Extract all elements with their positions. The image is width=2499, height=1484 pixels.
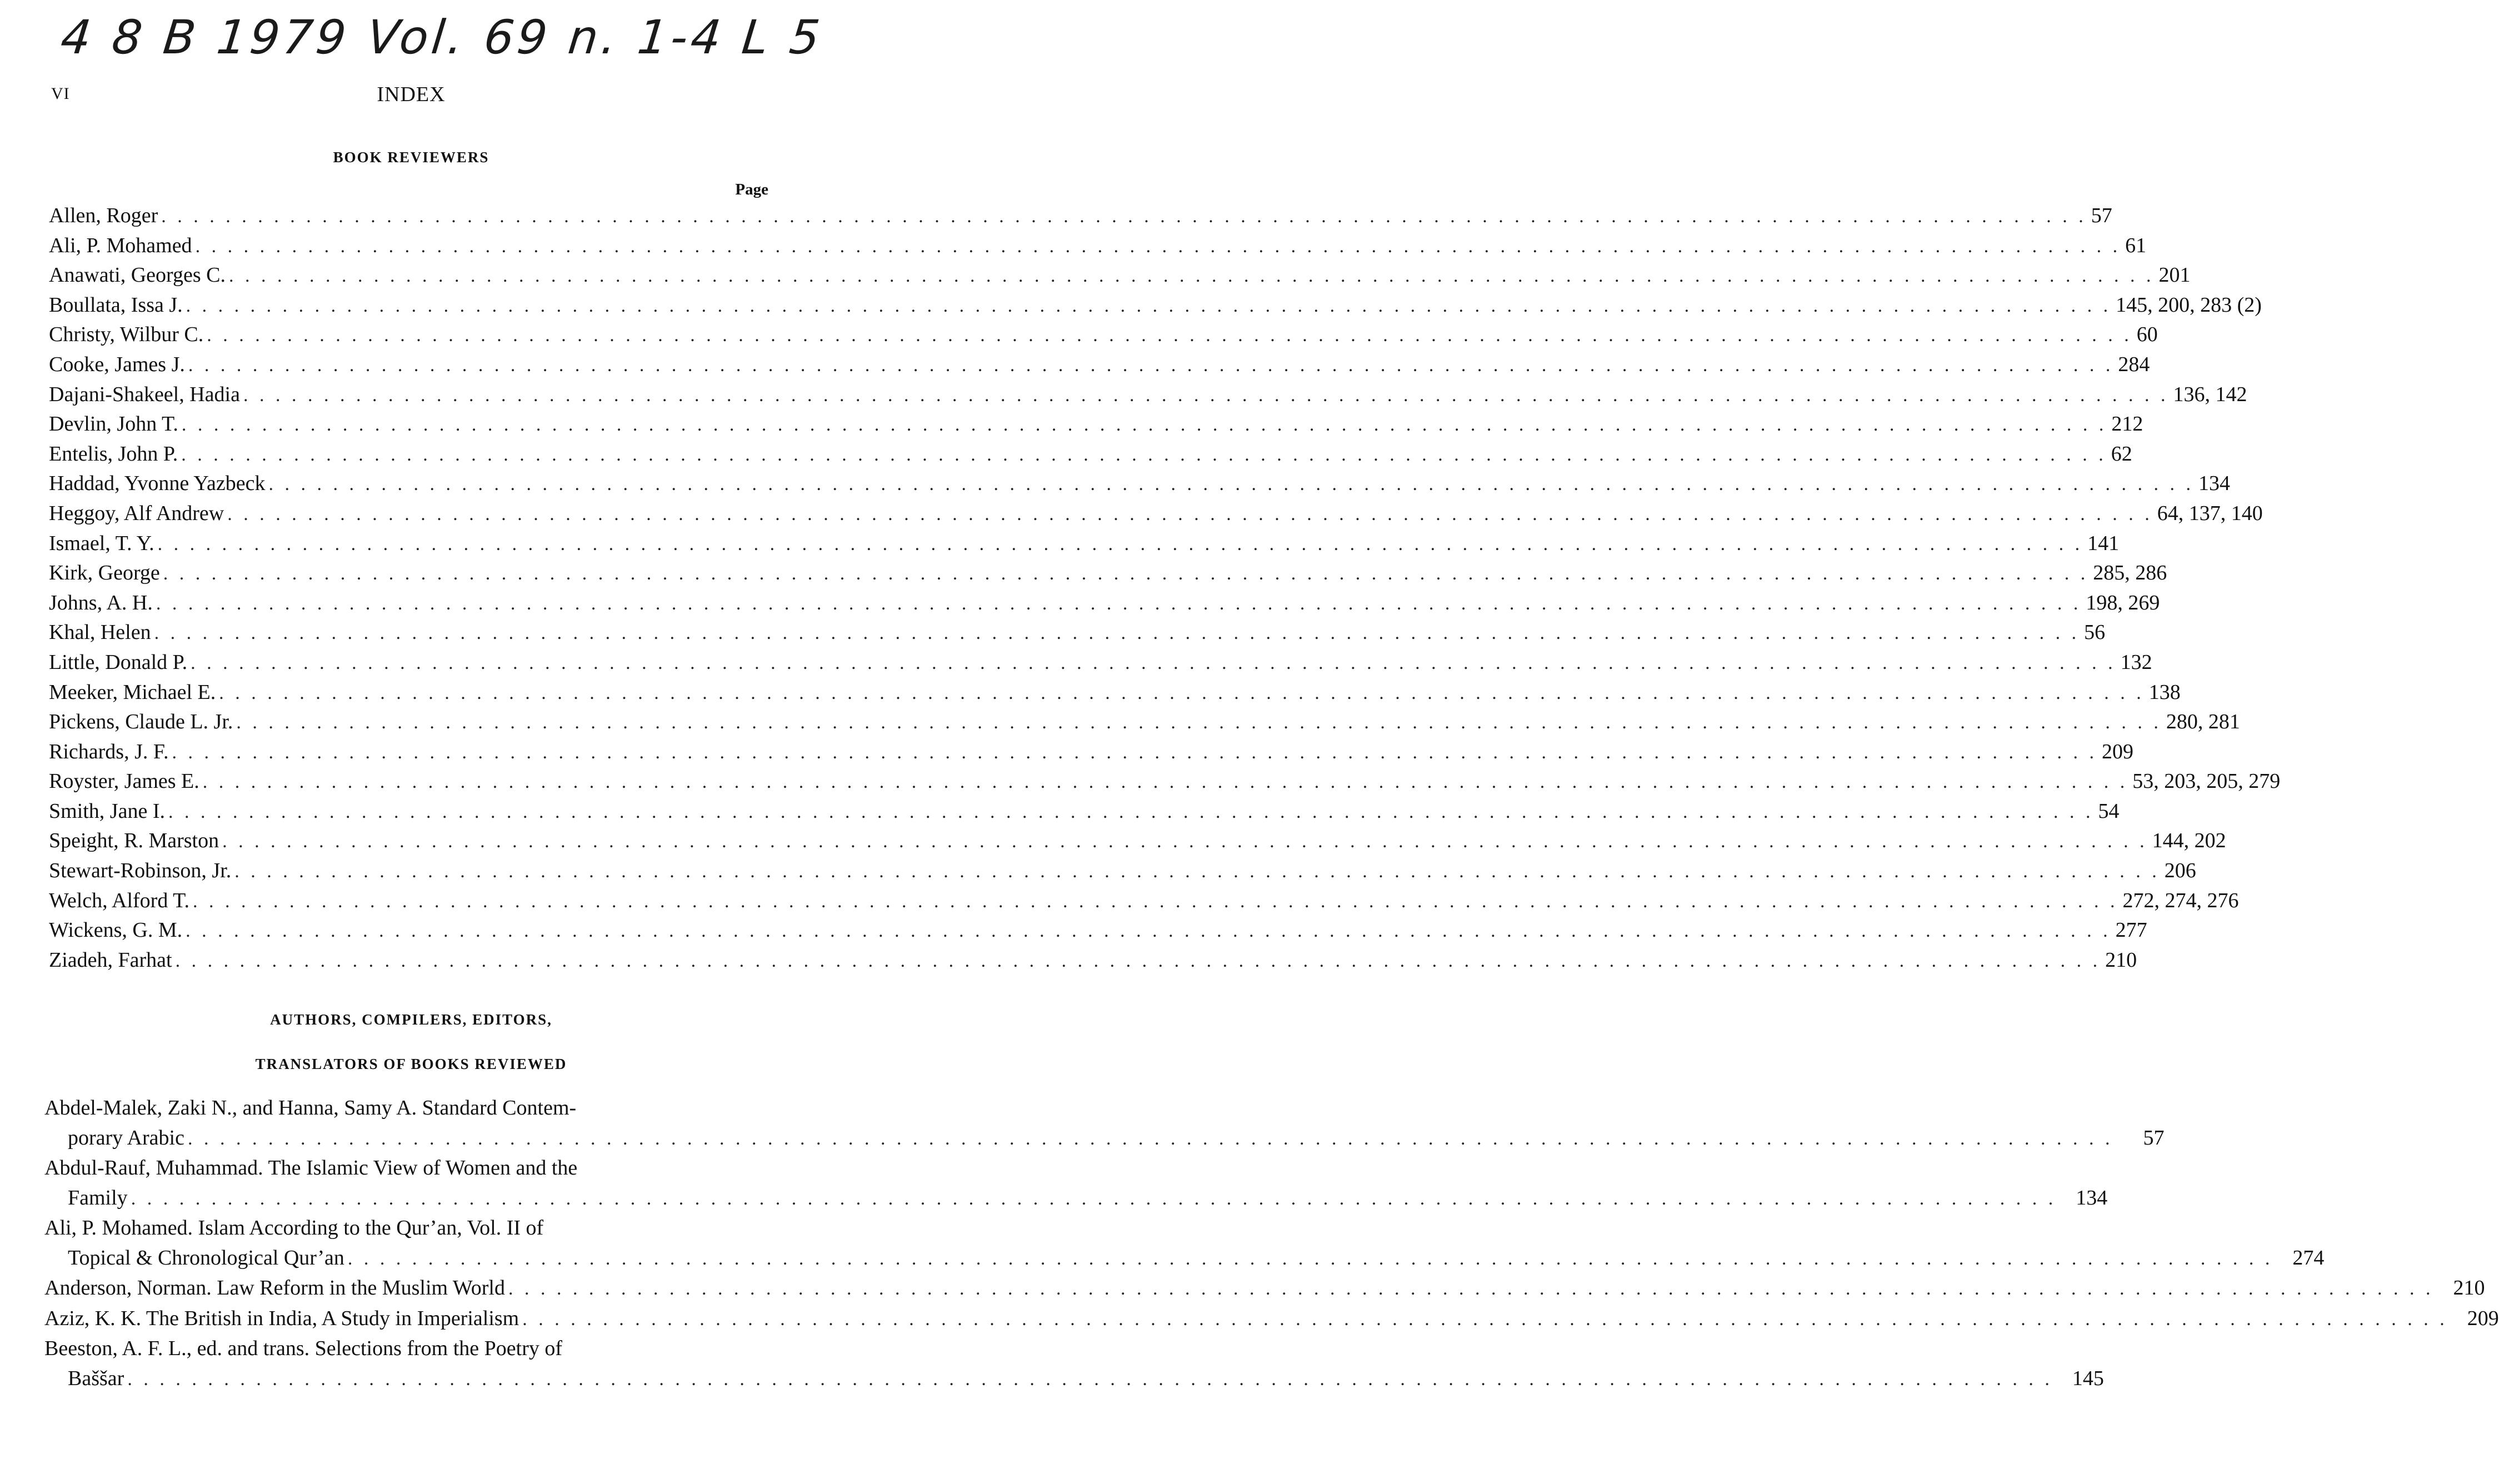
reviewer-pages: 284	[2118, 352, 2150, 376]
reviewer-pages: 53, 203, 205, 279	[2132, 770, 2281, 793]
reviewer-pages: 141	[2087, 531, 2120, 555]
reviewer-list	[49, 201, 2281, 975]
reviewer-row	[49, 291, 2262, 321]
book-entry-line1: Abdel-Malek, Zaki N., and Hanna, Samy A. Standard Contem-	[44, 1096, 577, 1120]
dot-leader: . . . . . . . . . . . . . . . . . . . . . . . . . . . . . . . . . . . . . . . . . . . . . . . . . . . . . . . . . . . . . . . . . . . . . . . . . . . . . . . . . . . . . . . . . . . . . . . . . . . . . . . . . . . . . . . . . . . . . . . .	[268, 474, 2194, 495]
reviewer-pages: 280, 281	[2166, 710, 2240, 734]
dot-leader: . . . . . . . . . . . . . . . . . . . . . . . . . . . . . . . . . . . . . . . . . . . . . . . . . . . . . . . . . . . . . . . . . . . . . . . . . . . . . . . . . . . . . . . . . . . . . . . . . . . . . . . . . . . . . . . . . . . . . . . .	[127, 1368, 2053, 1390]
reviewer-pages: 64, 137, 140	[2157, 501, 2263, 525]
reviewer-row	[49, 737, 2133, 767]
book-reviewers-heading: BOOK REVIEWERS	[333, 149, 489, 166]
reviewer-row	[49, 261, 2191, 291]
reviewer-name: Welch, Alford T.	[49, 888, 190, 912]
reviewer-name: Meeker, Michael E.	[49, 680, 216, 704]
reviewer-name: Richards, J. F.	[49, 739, 169, 763]
reviewer-row	[49, 856, 2196, 886]
reviewer-row	[49, 231, 2147, 261]
book-entry	[44, 1213, 2325, 1273]
reviewer-pages: 61	[2125, 233, 2147, 257]
reviewer-name: Khal, Helen	[49, 621, 151, 644]
reviewer-name: Haddad, Yvonne Yazbeck	[49, 472, 266, 496]
dot-leader: . . . . . . . . . . . . . . . . . . . . . . . . . . . . . . . . . . . . . . . . . . . . . . . . . . . . . . . . . . . . . . . . . . . . . . . . . . . . . . . . . . . . . . . . . . . . . . . . . . . . . . . . . . . . . . . . . . . . . . . .	[156, 593, 2082, 614]
reviewer-pages: 138	[2148, 680, 2181, 704]
dot-leader: . . . . . . . . . . . . . . . . . . . . . . . . . . . . . . . . . . . . . . . . . . . . . . . . . . . . . . . . . . . . . . . . . . . . . . . . . . . . . . . . . . . . . . . . . . . . . . . . . . . . . . . . . . . . . . . . . . . . . . . .	[202, 772, 2128, 793]
reviewer-row	[49, 886, 2239, 916]
reviewer-name: Entelis, John P.	[49, 442, 178, 466]
reviewer-pages: 201	[2158, 263, 2191, 287]
dot-leader: . . . . . . . . . . . . . . . . . . . . . . . . . . . . . . . . . . . . . . . . . . . . . . . . . . . . . . . . . . . . . . . . . . . . . . . . . . . . . . . . . . . . . . . . . . . . . . . . . . . . . . . . . . . . . . . . . . . . . . . .	[154, 623, 2080, 644]
reviewer-pages: 134	[2198, 472, 2230, 496]
dot-leader: . . . . . . . . . . . . . . . . . . . . . . . . . . . . . . . . . . . . . . . . . . . . . . . . . . . . . . . . . . . . . . . . . . . . . . . . . . . . . . . . . . . . . . . . . . . . . . . . . . . . . . . . . . . . . . . . . . . . . . . .	[172, 742, 2097, 763]
dot-leader: . . . . . . . . . . . . . . . . . . . . . . . . . . . . . . . . . . . . . . . . . . . . . . . . . . . . . . . . . . . . . . . . . . . . . . . . . . . . . . . . . . . . . . . . . . . . . . . . . . . . . . . . . . . . . . . . . . . . . . . .	[161, 206, 2087, 227]
book-entry	[44, 1093, 2165, 1153]
reviewer-name: Royster, James E.	[49, 770, 199, 793]
reviewer-name: Johns, A. H.	[49, 591, 153, 614]
reviewer-row	[49, 439, 2132, 469]
reviewer-name: Devlin, John T.	[49, 412, 178, 436]
dot-leader: . . . . . . . . . . . . . . . . . . . . . . . . . . . . . . . . . . . . . . . . . . . . . . . . . . . . . . . . . . . . . . . . . . . . . . . . . . . . . . . . . . . . . . . . . . . . . . . . . . . . . . . . . . . . . . . . . . . . . . . .	[234, 861, 2160, 882]
reviewer-pages: 57	[2091, 204, 2112, 227]
reviewer-row	[49, 201, 2112, 231]
dot-leader: . . . . . . . . . . . . . . . . . . . . . . . . . . . . . . . . . . . . . . . . . . . . . . . . . . . . . . . . . . . . . . . . . . . . . . . . . . . . . . . . . . . . . . . . . . . . . . . . . . . . . . . . . . . . . . . . . . . . . . . .	[193, 891, 2118, 912]
reviewer-name: Allen, Roger	[49, 204, 158, 227]
dot-leader: . . . . . . . . . . . . . . . . . . . . . . . . . . . . . . . . . . . . . . . . . . . . . . . . . . . . . . . . . . . . . . . . . . . . . . . . . . . . . . . . . . . . . . . . . . . . . . . . . . . . . . . . . . . . . . . . . . . . . . . .	[157, 533, 2083, 554]
dot-leader: . . . . . . . . . . . . . . . . . . . . . . . . . . . . . . . . . . . . . . . . . . . . . . . . . . . . . . . . . . . . . . . . . . . . . . . . . . . . . . . . . . . . . . . . . . . . . . . . . . . . . . . . . . . . . . . . . . . . . . . .	[207, 325, 2132, 346]
book-entry	[44, 1334, 2104, 1394]
dot-leader: . . . . . . . . . . . . . . . . . . . . . . . . . . . . . . . . . . . . . . . . . . . . . . . . . . . . . . . . . . . . . . . . . . . . . . . . . . . . . . . . . . . . . . . . . . . . . . . . . . . . . . . . . . . . . . . . . . . . . . . .	[191, 652, 2116, 673]
reviewer-pages: 206	[2164, 859, 2196, 883]
dot-leader: . . . . . . . . . . . . . . . . . . . . . . . . . . . . . . . . . . . . . . . . . . . . . . . . . . . . . . . . . . . . . . . . . . . . . . . . . . . . . . . . . . . . . . . . . . . . . . . . . . . . . . . . . . . . . . . . . . . . . . . .	[229, 266, 2155, 287]
dot-leader: . . . . . . . . . . . . . . . . . . . . . . . . . . . . . . . . . . . . . . . . . . . . . . . . . . . . . . . . . . . . . . . . . . . . . . . . . . . . . . . . . . . . . . . . . . . . . . . . . . . . . . . . . . . . . . . . . . . . . . . .	[508, 1278, 2434, 1299]
handwritten-note: 4 8 B 1979 Vol. 69 n. 1-4 L 5	[58, 10, 826, 64]
reviewer-row	[49, 797, 2120, 827]
dot-leader: . . . . . . . . . . . . . . . . . . . . . . . . . . . . . . . . . . . . . . . . . . . . . . . . . . . . . . . . . . . . . . . . . . . . . . . . . . . . . . . . . . . . . . . . . . . . . . . . . . . . . . . . . . . . . . . . . . . . . . . .	[188, 354, 2114, 376]
reviewer-name: Christy, Wilbur C.	[49, 323, 204, 347]
reviewer-row	[49, 648, 2152, 678]
book-entry-pages: 145	[2072, 1366, 2104, 1390]
reviewer-row	[49, 558, 2167, 588]
reviewer-pages: 277	[2115, 918, 2147, 942]
reviewer-row	[49, 767, 2281, 797]
reviewer-row	[49, 618, 2106, 648]
book-entry-line1: Abdul-Rauf, Muhammad. The Islamic View of Women and the	[44, 1156, 578, 1180]
book-entry-pages: 274	[2292, 1246, 2325, 1270]
dot-leader: . . . . . . . . . . . . . . . . . . . . . . . . . . . . . . . . . . . . . . . . . . . . . . . . . . . . . . . . . . . . . . . . . . . . . . . . . . . . . . . . . . . . . . . . . . . . . . . . . . . . . . . . . . . . . . . . . . . . . . . .	[195, 236, 2121, 257]
reviewer-row	[49, 826, 2226, 856]
reviewer-row	[49, 678, 2181, 708]
reviewer-name: Stewart-Robinson, Jr.	[49, 859, 232, 883]
book-entry-line2: Family	[68, 1186, 128, 1210]
book-entry	[44, 1304, 2499, 1335]
book-entry-line1: Anderson, Norman. Law Reform in the Muslim World	[44, 1276, 505, 1300]
reviewer-name: Speight, R. Marston	[49, 829, 219, 853]
book-entry-pages: 134	[2076, 1186, 2108, 1210]
reviewer-name: Ismael, T. Y.	[49, 531, 154, 555]
book-entry-continuation	[44, 1243, 2325, 1274]
reviewer-row	[49, 946, 2137, 976]
dot-leader: . . . . . . . . . . . . . . . . . . . . . . . . . . . . . . . . . . . . . . . . . . . . . . . . . . . . . . . . . . . . . . . . . . . . . . . . . . . . . . . . . . . . . . . . . . . . . . . . . . . . . . . . . . . . . . . . . . . . . . . .	[227, 503, 2153, 524]
book-entry-line1: Aziz, K. K. The British in India, A Study in Imperialism	[44, 1306, 519, 1330]
page-column-label: Page	[735, 181, 768, 198]
reviewer-pages: 62	[2111, 442, 2132, 466]
book-entry	[44, 1153, 2108, 1213]
reviewer-pages: 212	[2111, 412, 2143, 436]
reviewer-name: Heggoy, Alf Andrew	[49, 501, 224, 525]
book-entry-continuation	[44, 1183, 2108, 1214]
dot-leader: . . . . . . . . . . . . . . . . . . . . . . . . . . . . . . . . . . . . . . . . . . . . . . . . . . . . . . . . . . . . . . . . . . . . . . . . . . . . . . . . . . . . . . . . . . . . . . . . . . . . . . . . . . . . . . . . . . . . . . . .	[222, 831, 2148, 852]
dot-leader: . . . . . . . . . . . . . . . . . . . . . . . . . . . . . . . . . . . . . . . . . . . . . . . . . . . . . . . . . . . . . . . . . . . . . . . . . . . . . . . . . . . . . . . . . . . . . . . . . . . . . . . . . . . . . . . . . . . . . . . .	[186, 295, 2112, 316]
reviewer-row	[49, 350, 2150, 380]
dot-leader: . . . . . . . . . . . . . . . . . . . . . . . . . . . . . . . . . . . . . . . . . . . . . . . . . . . . . . . . . . . . . . . . . . . . . . . . . . . . . . . . . . . . . . . . . . . . . . . . . . . . . . . . . . . . . . . . . . . . . . . .	[131, 1188, 2057, 1209]
book-entry	[44, 1273, 2485, 1304]
dot-leader: . . . . . . . . . . . . . . . . . . . . . . . . . . . . . . . . . . . . . . . . . . . . . . . . . . . . . . . . . . . . . . . . . . . . . . . . . . . . . . . . . . . . . . . . . . . . . . . . . . . . . . . . . . . . . . . . . . . . . . . .	[181, 444, 2107, 465]
page-number: VI	[51, 84, 70, 103]
reviewer-name: Cooke, James J.	[49, 352, 185, 376]
reviewer-pages: 209	[2101, 739, 2133, 763]
reviewer-pages: 210	[2105, 948, 2137, 972]
dot-leader: . . . . . . . . . . . . . . . . . . . . . . . . . . . . . . . . . . . . . . . . . . . . . . . . . . . . . . . . . . . . . . . . . . . . . . . . . . . . . . . . . . . . . . . . . . . . . . . . . . . . . . . . . . . . . . . . . . . . . . . .	[163, 563, 2089, 584]
book-list	[44, 1093, 2499, 1394]
reviewer-pages: 136, 142	[2173, 382, 2247, 406]
reviewer-row	[49, 469, 2230, 499]
dot-leader: . . . . . . . . . . . . . . . . . . . . . . . . . . . . . . . . . . . . . . . . . . . . . . . . . . . . . . . . . . . . . . . . . . . . . . . . . . . . . . . . . . . . . . . . . . . . . . . . . . . . . . . . . . . . . . . . . . . . . . . .	[236, 712, 2162, 733]
reviewer-pages: 145, 200, 283 (2)	[2116, 293, 2262, 317]
reviewer-name: Pickens, Claude L. Jr.	[49, 710, 233, 734]
authors-heading-line1: AUTHORS, COMPILERS, EDITORS,	[270, 1011, 552, 1028]
dot-leader: . . . . . . . . . . . . . . . . . . . . . . . . . . . . . . . . . . . . . . . . . . . . . . . . . . . . . . . . . . . . . . . . . . . . . . . . . . . . . . . . . . . . . . . . . . . . . . . . . . . . . . . . . . . . . . . . . . . . . . . .	[187, 1128, 2113, 1149]
dot-leader: . . . . . . . . . . . . . . . . . . . . . . . . . . . . . . . . . . . . . . . . . . . . . . . . . . . . . . . . . . . . . . . . . . . . . . . . . . . . . . . . . . . . . . . . . . . . . . . . . . . . . . . . . . . . . . . . . . . . . . . .	[175, 950, 2101, 971]
dot-leader: . . . . . . . . . . . . . . . . . . . . . . . . . . . . . . . . . . . . . . . . . . . . . . . . . . . . . . . . . . . . . . . . . . . . . . . . . . . . . . . . . . . . . . . . . . . . . . . . . . . . . . . . . . . . . . . . . . . . . . . .	[186, 921, 2111, 942]
reviewer-row	[49, 916, 2147, 946]
dot-leader: . . . . . . . . . . . . . . . . . . . . . . . . . . . . . . . . . . . . . . . . . . . . . . . . . . . . . . . . . . . . . . . . . . . . . . . . . . . . . . . . . . . . . . . . . . . . . . . . . . . . . . . . . . . . . . . . . . . . . . . .	[181, 414, 2107, 436]
authors-heading-line2: TRANSLATORS OF BOOKS REVIEWED	[255, 1056, 567, 1072]
reviewer-row	[49, 380, 2247, 410]
reviewer-pages: 285, 286	[2093, 561, 2167, 585]
dot-leader: . . . . . . . . . . . . . . . . . . . . . . . . . . . . . . . . . . . . . . . . . . . . . . . . . . . . . . . . . . . . . . . . . . . . . . . . . . . . . . . . . . . . . . . . . . . . . . . . . . . . . . . . . . . . . . . . . . . . . . . .	[168, 801, 2094, 822]
reviewer-pages: 272, 274, 276	[2122, 888, 2239, 912]
reviewer-name: Little, Donald P.	[49, 650, 188, 674]
reviewer-row	[49, 320, 2158, 350]
book-entry-pages: 210	[2453, 1276, 2485, 1300]
reviewer-name: Boullata, Issa J.	[49, 293, 183, 317]
reviewer-pages: 54	[2098, 799, 2120, 823]
reviewer-row	[49, 409, 2143, 439]
reviewer-row	[49, 529, 2120, 559]
book-entry-line1: Ali, P. Mohamed. Islam According to the Qur’an, Vol. II of	[44, 1216, 544, 1240]
book-entry-line1: Beeston, A. F. L., ed. and trans. Selections from the Poetry of	[44, 1337, 563, 1360]
dot-leader: . . . . . . . . . . . . . . . . . . . . . . . . . . . . . . . . . . . . . . . . . . . . . . . . . . . . . . . . . . . . . . . . . . . . . . . . . . . . . . . . . . . . . . . . . . . . . . . . . . . . . . . . . . . . . . . . . . . . . . . .	[243, 384, 2169, 406]
dot-leader: . . . . . . . . . . . . . . . . . . . . . . . . . . . . . . . . . . . . . . . . . . . . . . . . . . . . . . . . . . . . . . . . . . . . . . . . . . . . . . . . . . . . . . . . . . . . . . . . . . . . . . . . . . . . . . . . . . . . . . . .	[347, 1248, 2273, 1269]
reviewer-pages: 60	[2136, 323, 2158, 347]
reviewer-row	[49, 499, 2263, 529]
book-entry-line2: Baššar	[68, 1366, 124, 1390]
book-entry-line2: porary Arabic	[68, 1126, 184, 1150]
page-title: INDEX	[377, 83, 446, 106]
book-entry-continuation	[44, 1123, 2165, 1154]
dot-leader: . . . . . . . . . . . . . . . . . . . . . . . . . . . . . . . . . . . . . . . . . . . . . . . . . . . . . . . . . . . . . . . . . . . . . . . . . . . . . . . . . . . . . . . . . . . . . . . . . . . . . . . . . . . . . . . . . . . . . . . .	[522, 1308, 2448, 1330]
book-entry-line2: Topical & Chronological Qur’an	[68, 1246, 344, 1270]
reviewer-pages: 132	[2120, 650, 2152, 674]
reviewer-name: Ziadeh, Farhat	[49, 948, 172, 972]
reviewer-pages: 56	[2084, 621, 2106, 644]
book-entry-pages: 57	[2143, 1126, 2165, 1150]
reviewer-name: Ali, P. Mohamed	[49, 233, 192, 257]
reviewer-name: Wickens, G. M.	[49, 918, 183, 942]
reviewer-pages: 144, 202	[2152, 829, 2226, 853]
reviewer-name: Kirk, George	[49, 561, 160, 585]
reviewer-row	[49, 707, 2240, 737]
reviewer-name: Anawati, Georges C.	[49, 263, 226, 287]
reviewer-pages: 198, 269	[2086, 591, 2160, 614]
reviewer-name: Smith, Jane I.	[49, 799, 165, 823]
reviewer-name: Dajani-Shakeel, Hadia	[49, 382, 240, 406]
book-entry-pages: 209	[2467, 1306, 2499, 1330]
dot-leader: . . . . . . . . . . . . . . . . . . . . . . . . . . . . . . . . . . . . . . . . . . . . . . . . . . . . . . . . . . . . . . . . . . . . . . . . . . . . . . . . . . . . . . . . . . . . . . . . . . . . . . . . . . . . . . . . . . . . . . . .	[219, 682, 2145, 703]
reviewer-row	[49, 588, 2160, 618]
book-entry-continuation	[44, 1364, 2104, 1395]
